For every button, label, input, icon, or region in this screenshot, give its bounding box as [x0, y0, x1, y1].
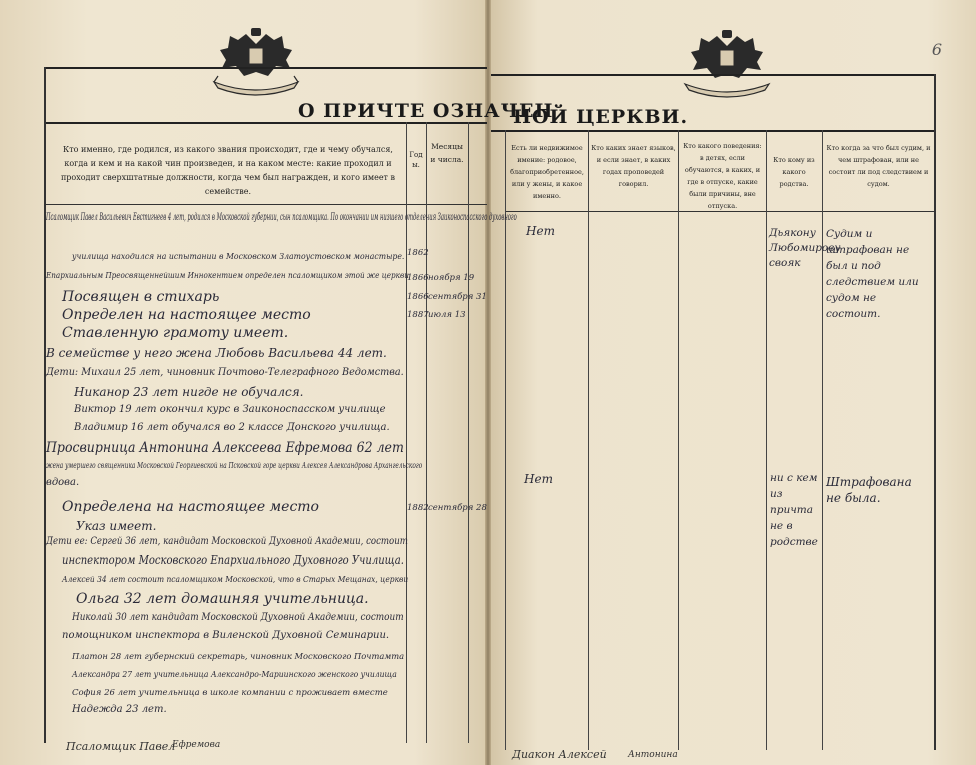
header-years: Годы. — [409, 151, 423, 169]
entry-line: Надежда 23 лет. — [72, 704, 167, 715]
month-value: сентября 31 — [428, 292, 487, 302]
entry-line: Платон 28 лет губернский секретарь, чиновник Московского Почтамта — [72, 652, 405, 662]
entry-line: Николай 30 лет кандидат Московской Духовной Академии, состоит — [72, 612, 404, 623]
entry-line: Дети: Михаил 25 лет, чиновник Почтово-Телеграфного Ведомства. — [46, 367, 404, 378]
entry-line: Дети ее: Сергей 36 лет, кандидат Московской Духовной Академии, состоит — [46, 536, 408, 547]
estate-entry: Нет — [526, 224, 555, 238]
trial-entry: Судим и штрафован не был и под следствием или судом не состоит. — [826, 228, 919, 320]
entry-line: жена умершего священника Московской Георгиевской на Псковской горе церкви Алексея Александрова Архангельского — [46, 461, 423, 471]
entry-line: Ставленную грамоту имеет. — [62, 325, 289, 341]
footer-signature: Ефремова — [172, 740, 221, 750]
entry-line: Псаломщик Павел Васильевич Евстигнеев 4 лет, родился в Московской губернии, сын псаломщика. По окончании им низшего отделения Заиконоспасского духовного — [46, 212, 517, 223]
header-languages: Кто каких знает языков, и если знает, в каких годах проповедей говорил. — [591, 144, 676, 188]
entry-line: Александра 27 лет учительница Александро-Мариинского женского училища — [72, 670, 397, 680]
header-behavior: Кто какого поведения: в детях, если обучаются, в каких, и где в отпуске, какие были причины, вне отпуска. — [683, 142, 762, 210]
entry-line: Определена на настоящее место — [62, 499, 319, 515]
entry-line: Владимир 16 лет обучался во 2 классе Донского училища. — [74, 422, 390, 433]
imperial-eagle-emblem-right — [679, 28, 775, 98]
entry-line: Никанор 23 лет нигде не обучался. — [74, 385, 304, 399]
title-right: НОЙ ЦЕРКВИ. — [513, 106, 689, 128]
entry-line: В семействе у него жена Любовь Васильева 44 лет. — [46, 346, 387, 360]
header-main: Кто именно, где родился, из какого звания происходит, где и чему обучался, когда и кем и на какой чин произведен, и на каком месте: какие проходил и проходит сверхштатные должности, когда чем был награжден, и кого имеет в семействе. — [60, 145, 396, 196]
entry-line: Ольга 32 лет домашняя учительница. — [76, 591, 369, 607]
header-trial: Кто когда за что был судим, и чем штрафован, или не состоит ли под следствием и судом. — [826, 144, 931, 188]
relation-entry: ни с кем из причта не в родстве — [770, 472, 818, 548]
year-value: 1887 — [407, 310, 429, 320]
year-value: 1882 — [407, 503, 429, 513]
entry-line: вдова. — [46, 477, 80, 488]
footer-signature: Антонина — [628, 750, 678, 760]
entry-line: инспектором Московского Епархиального Духовного Училища. — [62, 553, 404, 567]
entry-line: Определен на настоящее место — [62, 307, 311, 323]
imperial-eagle-emblem-left — [208, 26, 304, 96]
year-value: 1866 — [407, 292, 429, 302]
month-value: сентября 28 — [428, 503, 487, 513]
entry-line: Виктор 19 лет окончил курс в Заиконоспасском училище — [74, 404, 386, 415]
month-value: ноября 19 — [428, 273, 475, 283]
month-value: июля 13 — [428, 310, 466, 320]
header-relation: Кто кому из какого родства. — [773, 156, 815, 188]
footer-signature: Диакон Алексей — [512, 748, 607, 761]
estate-entry: Нет — [524, 472, 553, 486]
year-value: 1866 — [407, 273, 429, 283]
header-months: Месяцы и числа. — [430, 142, 464, 164]
entry-line: Епархиальным Преосвященнейшим Иннокентием определен псаломщиком этой же церкви — [46, 271, 409, 281]
entry-line: Просвирница Антонина Алексеева Ефремова 62 лет — [46, 440, 404, 456]
entry-line: София 26 лет учительница в школе компании с проживает вместе — [72, 688, 388, 698]
relation-entry: Дьякону Любомирову свояк — [769, 227, 841, 269]
entry-line: Посвящен в стихарь — [62, 289, 220, 305]
entry-line: помощником инспектора в Виленской Духовной Семинарии. — [62, 630, 390, 641]
trial-entry: Штрафована не была. — [826, 475, 912, 505]
entry-line: Указ имеет. — [76, 519, 157, 533]
year-value: 1862 — [407, 248, 429, 258]
title-left: О ПРИЧТЕ ОЗНАЧЕН — [298, 100, 554, 122]
entry-line: училища находился на испытании в Московском Златоустовском монастыре. — [72, 252, 405, 262]
page-number: 6 — [931, 40, 942, 59]
footer-signature: Псаломщик Павел — [66, 740, 176, 753]
entry-line: Алексей 34 лет состоит псаломщиком Московской, что в Старых Мещанах, церкви — [62, 575, 409, 585]
header-estate: Есть ли недвижимое имение: родовое, благоприобретенное, или у жены, и какое именно. — [510, 144, 584, 200]
